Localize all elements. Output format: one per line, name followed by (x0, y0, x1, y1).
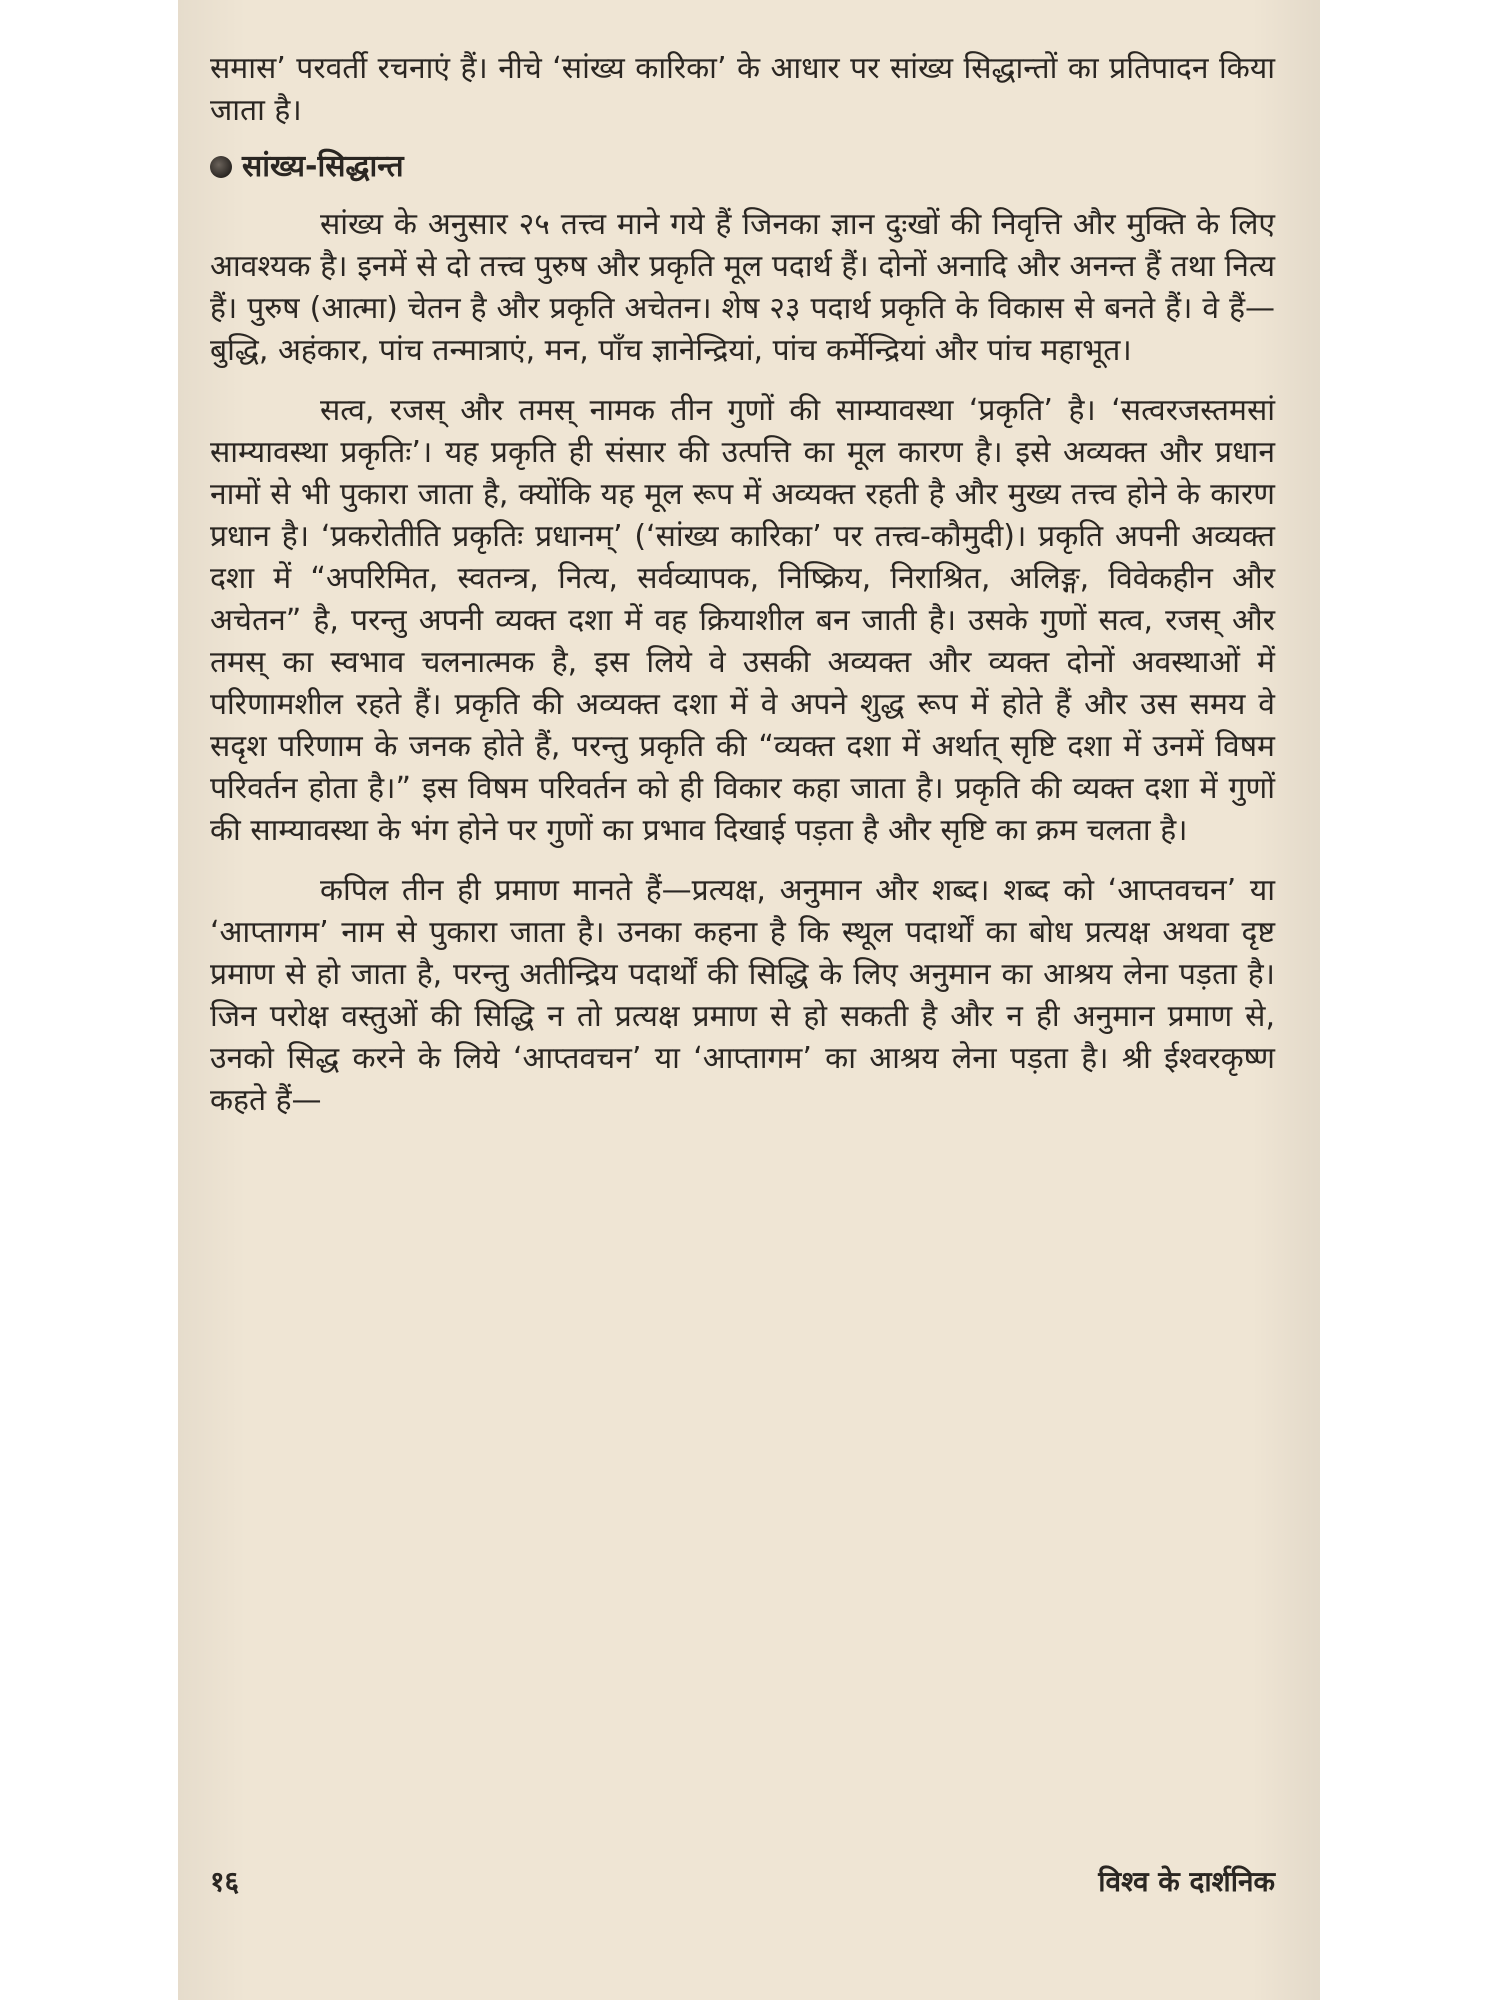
section-heading (210, 146, 1275, 188)
page-number: १६ (210, 1865, 240, 1898)
book-title: विश्व के दार्शनिक (1098, 1865, 1275, 1898)
paragraph-tattva: सांख्य के अनुसार २५ तत्त्व माने गये हैं जिनका ज्ञान दुःखों की निवृत्ति और मुक्ति के लिए आवश्यक है। इनमें से दो तत्त्व पुरुष और प्रकृति मूल पदार्थ हैं। दोनों अनादि और अनन्त हैं तथा नित्य हैं। पुरुष (आत्मा) चेतन है और प्रकृति अचेतन। शेष २३ पदार्थ प्रकृति के विकास से बनते हैं। वे हैं—बुद्धि, अहंकार, पांच तन्मात्राएं, मन, पाँच ज्ञानेन्द्रियां, पांच कर्मेन्द्रियां और पांच महाभूत। (210, 207, 1275, 368)
intro-paragraph: समास’ परवर्ती रचनाएं हैं। नीचे ‘सांख्य कारिका’ के आधार पर सांख्य सिद्धान्तों का प्रतिपादन किया जाता है। (210, 51, 1275, 128)
paragraph-pramana: कपिल तीन ही प्रमाण मानते हैं—प्रत्यक्ष, अनुमान और शब्द। शब्द को ‘आप्तवचन’ या ‘आप्तागम’ नाम से पुकारा जाता है। उनका कहना है कि स्थूल पदार्थों का बोध प्रत्यक्ष अथवा दृष्ट प्रमाण से हो जाता है, परन्तु अतीन्द्रिय पदार्थों की सिद्धि के लिए अनुमान का आश्रय लेना पड़ता है। जिन परोक्ष वस्तुओं की सिद्धि न तो प्रत्यक्ष प्रमाण से हो सकती है और न ही अनुमान प्रमाण से, उनको सिद्ध करने के लिये ‘आप्तवचन’ या ‘आप्तागम’ का आश्रय लेना पड़ता है। श्री ईश्वरकृष्ण कहते हैं— (210, 873, 1275, 1118)
book-page (178, 0, 1320, 2000)
page-footer (210, 1862, 1275, 1900)
section-heading-text: सांख्य-सिद्धान्त (242, 149, 404, 184)
paragraph-prakriti: सत्व, रजस् और तमस् नामक तीन गुणों की साम्यावस्था ‘प्रकृति’ है। ‘सत्वरजस्तमसां साम्यावस्था प्रकृतिः’। यह प्रकृति ही संसार की उत्पत्ति का मूल कारण है। इसे अव्यक्त और प्रधान नामों से भी पुकारा जाता है, क्योंकि यह मूल रूप में अव्यक्त रहती है और मुख्य तत्त्व होने के कारण प्रधान है। ‘प्रकरोतीति प्रकृतिः प्रधानम्’ (‘सांख्य कारिका’ पर तत्त्व-कौमुदी)। प्रकृति अपनी अव्यक्त दशा में “अपरिमित, स्वतन्त्र, नित्य, सर्वव्यापक, निष्क्रिय, निराश्रित, अलिङ्ग, विवेकहीन और अचेतन” है, परन्तु अपनी व्यक्त दशा में वह क्रियाशील बन जाती है। उसके गुणों सत्व, रजस् और तमस् का स्वभाव चलनात्मक है, इस लिये वे उसकी अव्यक्त और व्यक्त दोनों अवस्थाओं में परिणामशील रहते हैं। प्रकृति की अव्यक्त दशा में वे अपने शुद्ध रूप में होते हैं और उस समय वे सदृश परिणाम के जनक होते हैं, परन्तु प्रकृति की “व्यक्त दशा में अर्थात् सृष्टि दशा में उनमें विषम परिवर्तन होता है।” इस विषम परिवर्तन को ही विकार कहा जाता है। प्रकृति की व्यक्त दशा में गुणों की साम्यावस्था के भंग होने पर गुणों का प्रभाव दिखाई पड़ता है और सृष्टि का क्रम चलता है। (210, 393, 1275, 848)
page-content (210, 48, 1275, 1140)
bullet-icon (210, 156, 232, 178)
